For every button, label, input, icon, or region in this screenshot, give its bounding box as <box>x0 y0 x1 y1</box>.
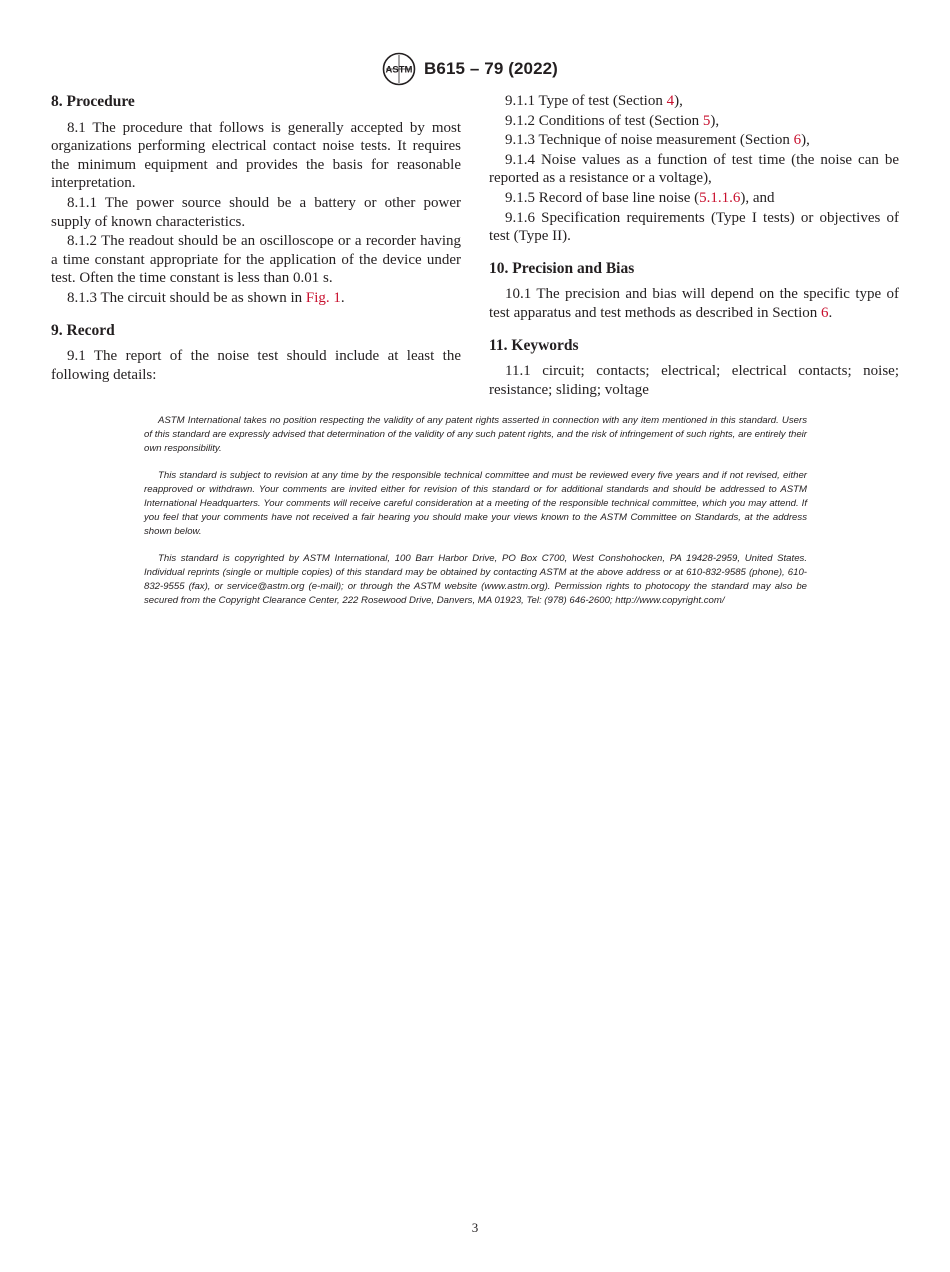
copyright-notice: This standard is copyrighted by ASTM International, 100 Barr Harbor Drive, PO Box C700, West Conshohocken, PA 19428-2959, United States. Individual reprints (single or multiple copies) of this standard may be obtained by contacting ASTM at the above address or at 610-832-9585 (phone), 610-832-9555 (fax), or service@astm.org (e-mail); or through the ASTM website (www.astm.org). Permission rights to photocopy the standard may also be secured from the Copyright Clearance Center, 222 Rosewood Drive, Danvers, MA 01923, Tel: (978) 646-2600; http://www.copyright.com/ <box>144 553 807 606</box>
section-11-title: 11. Keywords <box>489 336 579 354</box>
paragraph-9-1-6: 9.1.6 Specification requirements (Type I tests) or objectives of test (Type II). <box>489 209 899 245</box>
section-5-1-1-6-link[interactable]: 5.1.1.6 <box>699 189 741 206</box>
paragraph-8-1-3: 8.1.3 The circuit should be as shown in Fig. 1. <box>67 289 345 306</box>
section-6-link[interactable]: 6 <box>793 132 802 149</box>
paragraph-9-1-5: 9.1.5 Record of base line noise (5.1.1.6), and <box>505 189 775 206</box>
figure-1-link[interactable]: Fig. 1 <box>305 289 341 306</box>
right-column <box>489 92 899 400</box>
page-number: 3 <box>471 1220 479 1235</box>
paragraph-10-1: 10.1 The precision and bias will depend on the specific type of test apparatus and test methods as described in Section 6. <box>489 286 899 321</box>
paragraph-9-1-2: 9.1.2 Conditions of test (Section 5), <box>505 112 720 129</box>
astm-logo-icon <box>382 52 416 86</box>
section-8-title: 8. Procedure <box>51 93 135 110</box>
astm-notices <box>144 414 807 621</box>
standard-designation: B615 – 79 (2022) <box>424 59 558 78</box>
section-6-link-2[interactable]: 6 <box>821 304 829 321</box>
paragraph-9-1-3: 9.1.3 Technique of noise measurement (Section 6), <box>505 132 810 149</box>
patent-notice: ASTM International takes no position respecting the validity of any patent rights asserted in connection with any item mentioned in this standard. Users of this standard are expressly advised that determination of the validity of any such patent rights, and the risk of infringement of such rights, are entirely their own responsibility. <box>144 415 807 454</box>
paragraph-9-1-4: 9.1.4 Noise values as a function of test time (the noise can be reported as a resistance or a voltage), <box>489 151 899 187</box>
section-4-link[interactable]: 4 <box>666 93 675 109</box>
paragraph-11-1: 11.1 circuit; contacts; electrical; electrical contacts; noise; resistance; sliding; voltage <box>489 363 899 398</box>
left-column <box>51 92 461 385</box>
paragraph-9-1-1: 9.1.1 Type of test (Section 4), <box>505 93 683 109</box>
page-header <box>0 52 950 86</box>
paragraph-8-1-1: 8.1.1 The power source should be a battery or other power supply of known characteristics. <box>51 194 461 230</box>
paragraph-9-1: 9.1 The report of the noise test should include at least the following details: <box>51 348 461 383</box>
section-9-title: 9. Record <box>51 321 115 339</box>
paragraph-8-1: 8.1 The procedure that follows is generally accepted by most organizations performing electrical contact noise tests. It requires the minimum equipment and provides the basis for reasonable interpretation. <box>51 119 461 192</box>
section-10-title: 10. Precision and Bias <box>489 259 635 277</box>
logo-text: ASTM <box>385 64 413 76</box>
paragraph-8-1-2: 8.1.2 The readout should be an oscilloscope or a recorder having a time constant appropriate for the application of the device under test. Often the time constant is less than 0.01 s. <box>51 233 461 287</box>
revision-notice: This standard is subject to revision at any time by the responsible technical committee and must be reviewed every five years and if not revised, either reapproved or withdrawn. Your comments are invited either for revision of this standard or for additional standards and should be addressed to ASTM International Headquarters. Your comments will receive careful consideration at a meeting of the responsible technical committee, which you may attend. If you feel that your comments have not received a fair hearing you should make your views known to the ASTM Committee on Standards, at the address shown below. <box>144 470 807 537</box>
section-5-link[interactable]: 5 <box>702 112 711 129</box>
